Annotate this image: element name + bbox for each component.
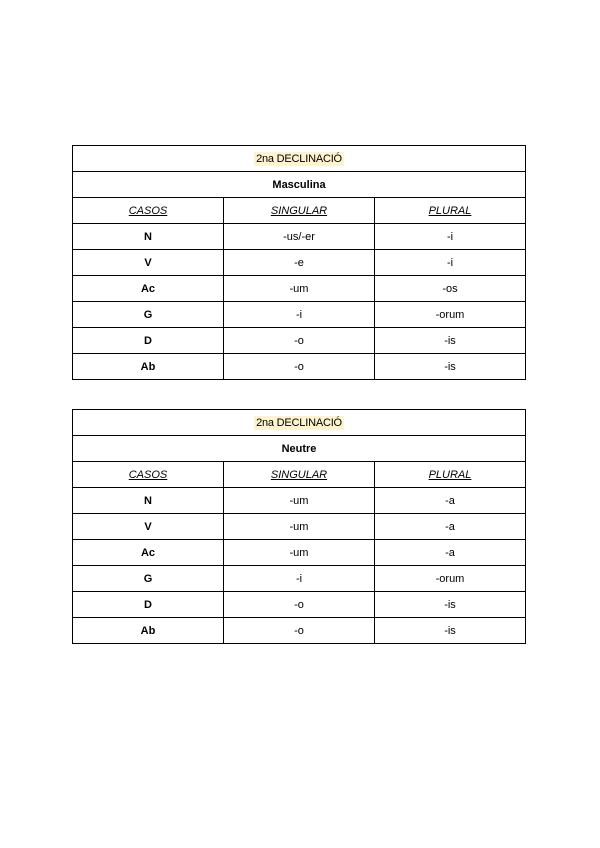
- singular-cell: -us/-er: [224, 224, 375, 250]
- table-row: [73, 276, 526, 302]
- singular-cell: -e: [224, 250, 375, 276]
- table-row: [73, 328, 526, 354]
- singular-cell: -o: [224, 592, 375, 618]
- plural-cell: -a: [375, 514, 526, 540]
- case-cell: D: [73, 328, 224, 354]
- gender-label: Masculina: [73, 172, 526, 198]
- plural-cell: -a: [375, 488, 526, 514]
- gender-label: Neutre: [73, 436, 526, 462]
- table-row: [73, 250, 526, 276]
- plural-cell: -is: [375, 592, 526, 618]
- table-row: [73, 354, 526, 380]
- plural-cell: -a: [375, 540, 526, 566]
- case-cell: D: [73, 592, 224, 618]
- case-cell: Ac: [73, 540, 224, 566]
- singular-cell: -i: [224, 566, 375, 592]
- case-cell: G: [73, 302, 224, 328]
- singular-cell: -um: [224, 540, 375, 566]
- table-row: [73, 224, 526, 250]
- plural-cell: -i: [375, 224, 526, 250]
- table-row: [73, 592, 526, 618]
- table-row: [73, 540, 526, 566]
- singular-cell: -um: [224, 488, 375, 514]
- table-row: [73, 514, 526, 540]
- title-row: [73, 410, 526, 436]
- singular-cell: -i: [224, 302, 375, 328]
- singular-cell: -o: [224, 328, 375, 354]
- header-casos: CASOS: [128, 204, 168, 217]
- plural-cell: -i: [375, 250, 526, 276]
- header-singular: SINGULAR: [270, 204, 328, 217]
- table-row: [73, 488, 526, 514]
- title-row: [73, 146, 526, 172]
- case-cell: Ab: [73, 354, 224, 380]
- table-row: [73, 302, 526, 328]
- declension-table-neuter: [72, 409, 526, 644]
- declension-table-masculine: [72, 145, 526, 380]
- gender-row: [73, 436, 526, 462]
- header-row: [73, 198, 526, 224]
- singular-cell: -um: [224, 276, 375, 302]
- header-plural: PLURAL: [428, 204, 472, 217]
- singular-cell: -o: [224, 618, 375, 644]
- header-singular: SINGULAR: [270, 468, 328, 481]
- plural-cell: -is: [375, 618, 526, 644]
- singular-cell: -um: [224, 514, 375, 540]
- table-row: [73, 618, 526, 644]
- table-row: [73, 566, 526, 592]
- header-row: [73, 462, 526, 488]
- header-casos: CASOS: [128, 468, 168, 481]
- table-title: 2na DECLINACIÓ: [256, 152, 342, 165]
- case-cell: G: [73, 566, 224, 592]
- plural-cell: -is: [375, 328, 526, 354]
- header-plural: PLURAL: [428, 468, 472, 481]
- table-title: 2na DECLINACIÓ: [256, 416, 342, 429]
- plural-cell: -orum: [375, 302, 526, 328]
- singular-cell: -o: [224, 354, 375, 380]
- case-cell: N: [73, 224, 224, 250]
- plural-cell: -orum: [375, 566, 526, 592]
- case-cell: V: [73, 250, 224, 276]
- case-cell: Ac: [73, 276, 224, 302]
- case-cell: Ab: [73, 618, 224, 644]
- gender-row: [73, 172, 526, 198]
- case-cell: N: [73, 488, 224, 514]
- plural-cell: -is: [375, 354, 526, 380]
- plural-cell: -os: [375, 276, 526, 302]
- case-cell: V: [73, 514, 224, 540]
